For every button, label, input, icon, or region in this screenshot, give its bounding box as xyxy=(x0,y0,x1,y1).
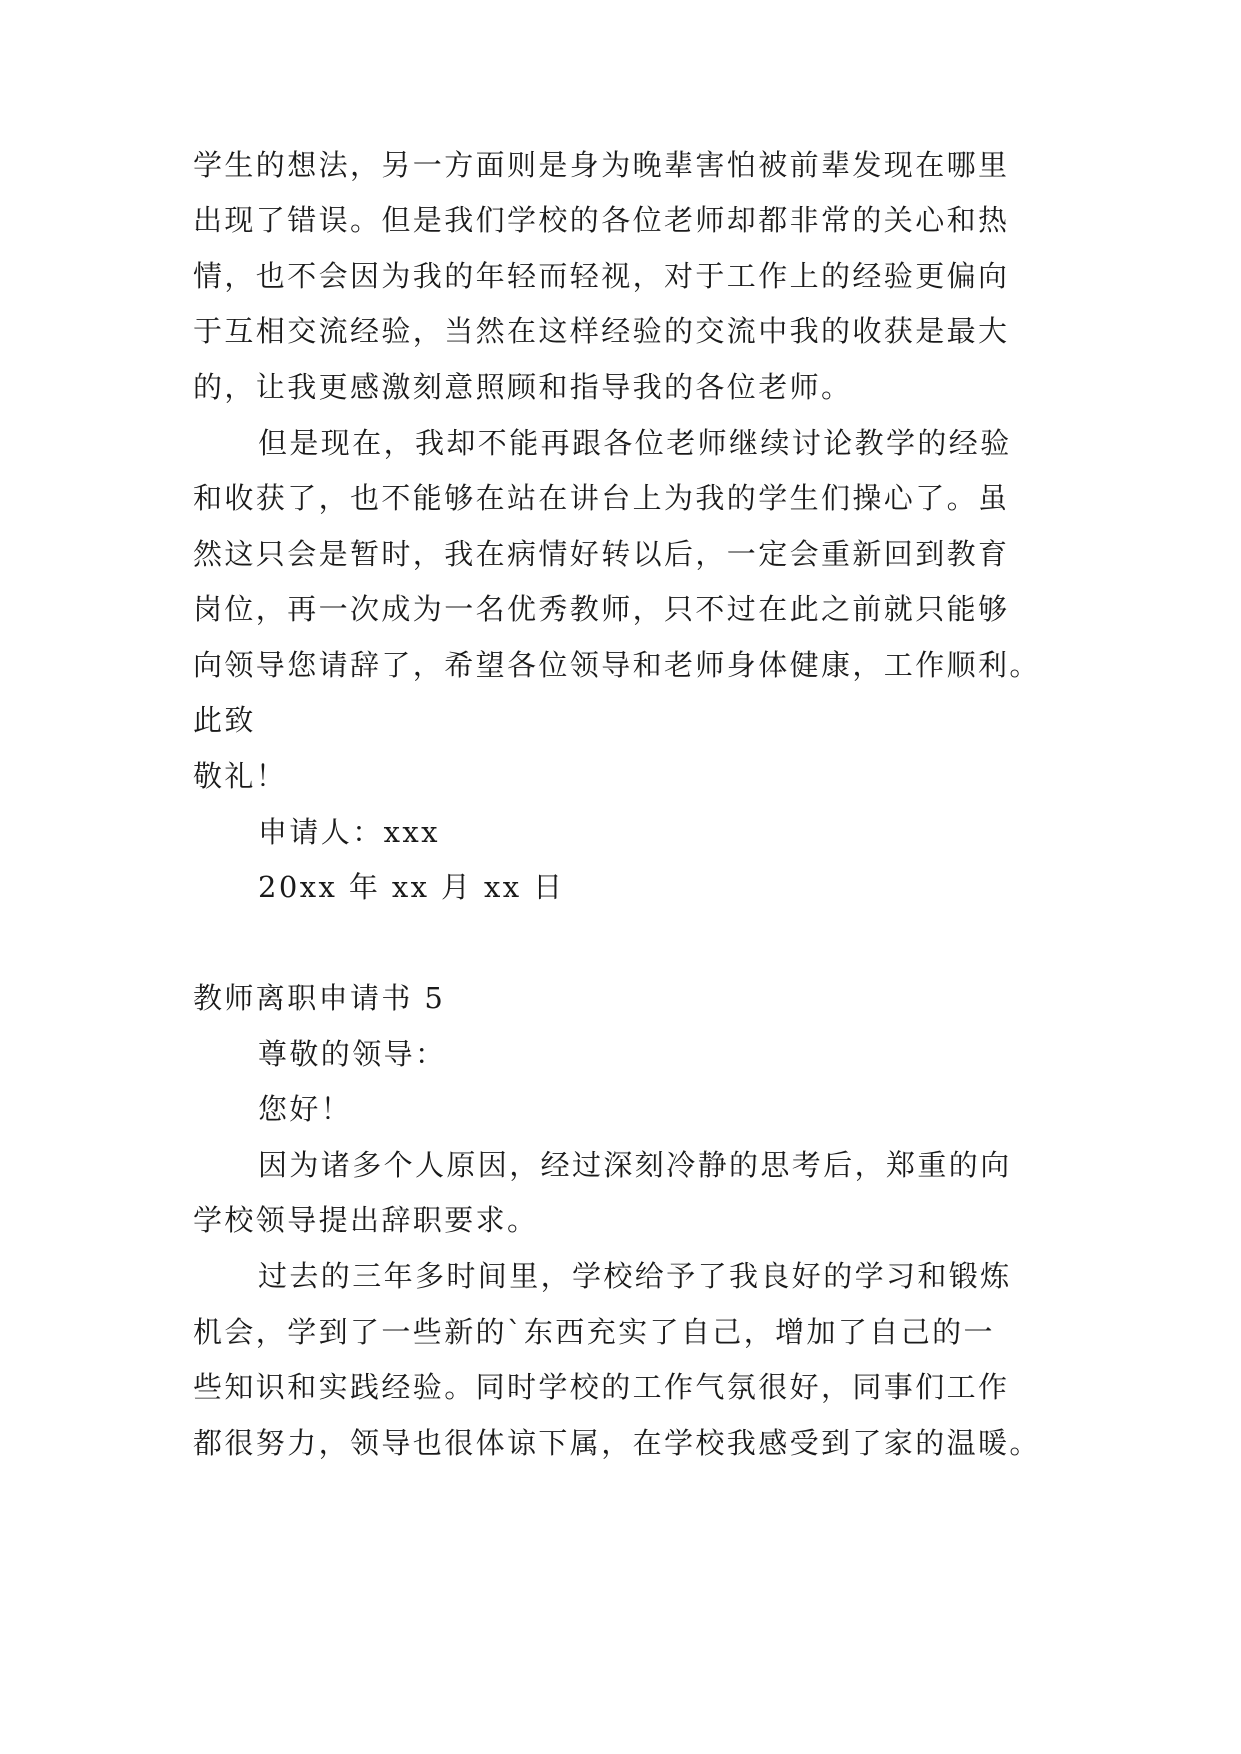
text-line: 的，让我更感激刻意照顾和指导我的各位老师。 xyxy=(193,370,853,404)
text-line: 机会，学到了一些新的`东西充实了自己，增加了自己的一 xyxy=(193,1315,995,1349)
paragraph-start-line: 但是现在，我却不能再跟各位老师继续讨论教学的经验 xyxy=(258,426,1012,460)
section-title: 教师离职申请书 5 xyxy=(193,981,446,1015)
text-line: 都很努力，领导也很体谅下属，在学校我感受到了家的温暖。 xyxy=(193,1426,1041,1460)
text-line: 出现了错误。但是我们学校的各位老师却都非常的关心和热 xyxy=(193,203,1010,237)
text-line: 然这只会是暂时，我在病情好转以后，一定会重新回到教育 xyxy=(193,537,1010,571)
text-line: 于互相交流经验，当然在这样经验的交流中我的收获是最大 xyxy=(193,314,1010,348)
text-line: 岗位，再一次成为一名优秀教师，只不过在此之前就只能够 xyxy=(193,592,1010,626)
text-line: 和收获了，也不能够在站在讲台上为我的学生们操心了。虽 xyxy=(193,481,1010,515)
text-line: 学生的想法，另一方面则是身为晚辈害怕被前辈发现在哪里 xyxy=(193,148,1010,182)
date-line: 20xx 年 xx 月 xx 日 xyxy=(258,870,565,904)
paragraph-start-line: 过去的三年多时间里，学校给予了我良好的学习和锻炼 xyxy=(258,1259,1012,1293)
greeting-line: 尊敬的领导： xyxy=(258,1037,447,1071)
text-line: 些知识和实践经验。同时学校的工作气氛很好，同事们工作 xyxy=(193,1370,1010,1404)
text-line: 情，也不会因为我的年轻而轻视，对于工作上的经验更偏向 xyxy=(193,259,1010,293)
greeting-line: 您好！ xyxy=(258,1092,353,1126)
text-line: 向领导您请辞了，希望各位领导和老师身体健康，工作顺利。 xyxy=(193,648,1041,682)
applicant-line: 申请人：xxx xyxy=(258,815,440,849)
text-line: 学校领导提出辞职要求。 xyxy=(193,1203,539,1237)
closing-salutation: 此致 xyxy=(193,703,256,737)
closing-regards: 敬礼！ xyxy=(193,759,288,793)
paragraph-start-line: 因为诸多个人原因，经过深刻冷静的思考后，郑重的向 xyxy=(258,1148,1012,1182)
